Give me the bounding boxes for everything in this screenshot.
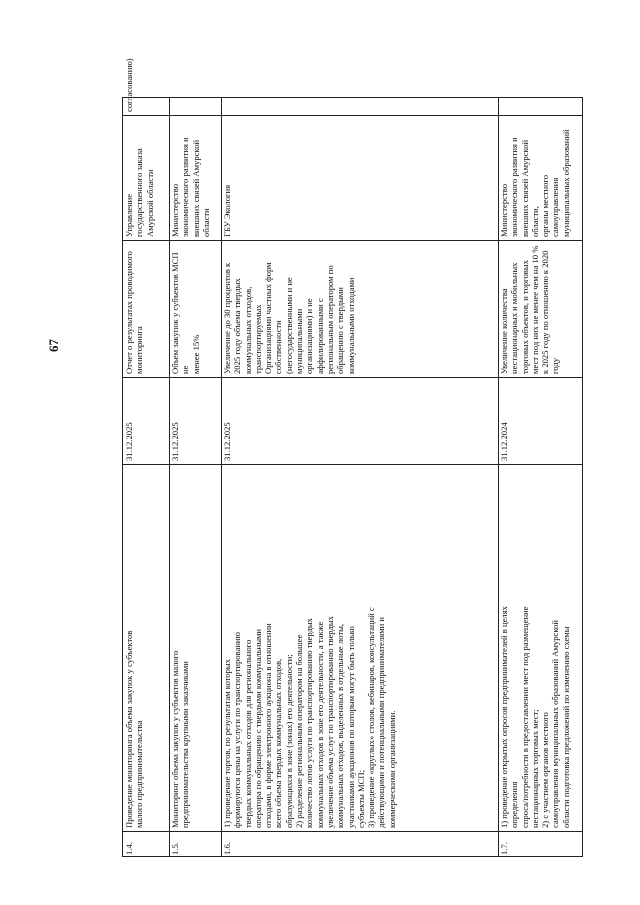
row-action: Мониторинг объема закупок у субъектов малого предпринимательства крупными заказчиками: [170, 650, 191, 828]
row-deadline: 31.12.2024: [499, 422, 509, 461]
row-1-5-responsible-cell: [169, 115, 221, 240]
row-num: 1.7.: [499, 842, 509, 855]
row-result: Увеличение до 30 процентов к 2025 году объема твердых коммунальных отходов, транспортируемых Организациями частных форм собственности (негосударственными и не муниципальными организациями) и не аффилированными с региональным оператором по обращению с твердыми коммунальными отходами: [222, 262, 356, 374]
row-1-7-result-cell: [498, 240, 584, 377]
row-result: Увеличение количества нестационарных и мобильных торговых объектов, и торговых мест под них не менее чем на 10 % к 2025 году по отношению к 2020 году: [499, 245, 561, 374]
row-1-5-result-cell: [169, 240, 221, 377]
row-1-6-action-cell: [221, 464, 498, 831]
row-deadline: 31.12.2025: [170, 422, 180, 461]
row-1-7-num-cell: [498, 831, 584, 858]
row-1-6-responsible-cell: [221, 115, 498, 240]
row-responsible: Министерство экономического развития и внешних связей Амурской области: [170, 137, 211, 237]
page-number: 67: [46, 339, 61, 352]
row-deadline: 31.12.2025: [222, 422, 232, 461]
row-action: Проведение мониторинга объема закупок у субъектов малого предпринимательства: [124, 630, 145, 828]
row-responsible: ГБУ Экология: [222, 184, 232, 237]
row-action: 1) проведение открытых опросов предпринимателей в целях определения спроса/потребности в предоставлении мест под размещение нестационарных торговых мест; 2) с участием органов местного самоуправления муниципальных образований Амурской области подготовка предложений по изменению схемы: [499, 606, 571, 828]
row-1-4-action-cell: [123, 464, 169, 831]
row-num: 1.5.: [170, 842, 180, 855]
row-1-6-num-cell: [221, 831, 498, 858]
row-deadline: 31.12.2025: [124, 422, 134, 461]
row-1-4-num-cell: [123, 831, 169, 858]
row-1-5-action-cell: [169, 464, 221, 831]
row-num: 1.4.: [124, 842, 134, 855]
row-1-7-action-cell: [498, 464, 584, 831]
row-1-6-deadline-cell: [221, 377, 498, 464]
row-result: Объем закупок у субъектов МСП не менее 15%: [170, 252, 201, 374]
row-1-4-result-cell: [123, 240, 169, 377]
row-num: 1.6.: [222, 842, 232, 855]
top-fragment-responsible-cell: [123, 58, 169, 115]
measures-table: [122, 58, 583, 857]
row-result: Отчет о результатах проводимого мониторинга: [124, 251, 145, 374]
row-1-7-responsible-cell: [498, 115, 584, 240]
row-action: 1) проведение торгов, по результатам которых формируются цены на услуги по транспортированию твердых коммунальных отходов для регионального оператора по обращению с твердыми коммунальными отходами, в форме электронного аукциона в отношении всего объема твердых коммунальных отходов, образующихся в зоне (зонах) его деятельности; 2) разделение региональным оператором на большее количество лотов услуги по транспортированию твердых коммунальных отходов в зоне его деятельности, а также увеличение объема услуг по транспортированию твердых коммунальных отходов, выделенных в отдельные лоты, участниками аукционов по которым могут быть только субъекты МСП; 3) проведение «круглых» столов, вебинаров, консультаций с действующими и потенциальными предпринимателями и коммерческими организациями.: [222, 607, 397, 828]
row-1-4-deadline-cell: [123, 377, 169, 464]
row-1-5-num-cell: [169, 831, 221, 858]
row-responsible: Министерство экономического развития и внешних связей Амурской области, органы местного самоуправления муниципальных образований: [499, 129, 571, 237]
row-responsible: Управление государственного заказа Амурской области: [124, 148, 155, 237]
row-1-7-deadline-cell: [498, 377, 584, 464]
row-1-6-result-cell: [221, 240, 498, 377]
row-1-5-deadline-cell: [169, 377, 221, 464]
row-1-4-responsible-cell: [123, 115, 169, 240]
top-fragment-responsible: согласованию): [124, 58, 134, 112]
